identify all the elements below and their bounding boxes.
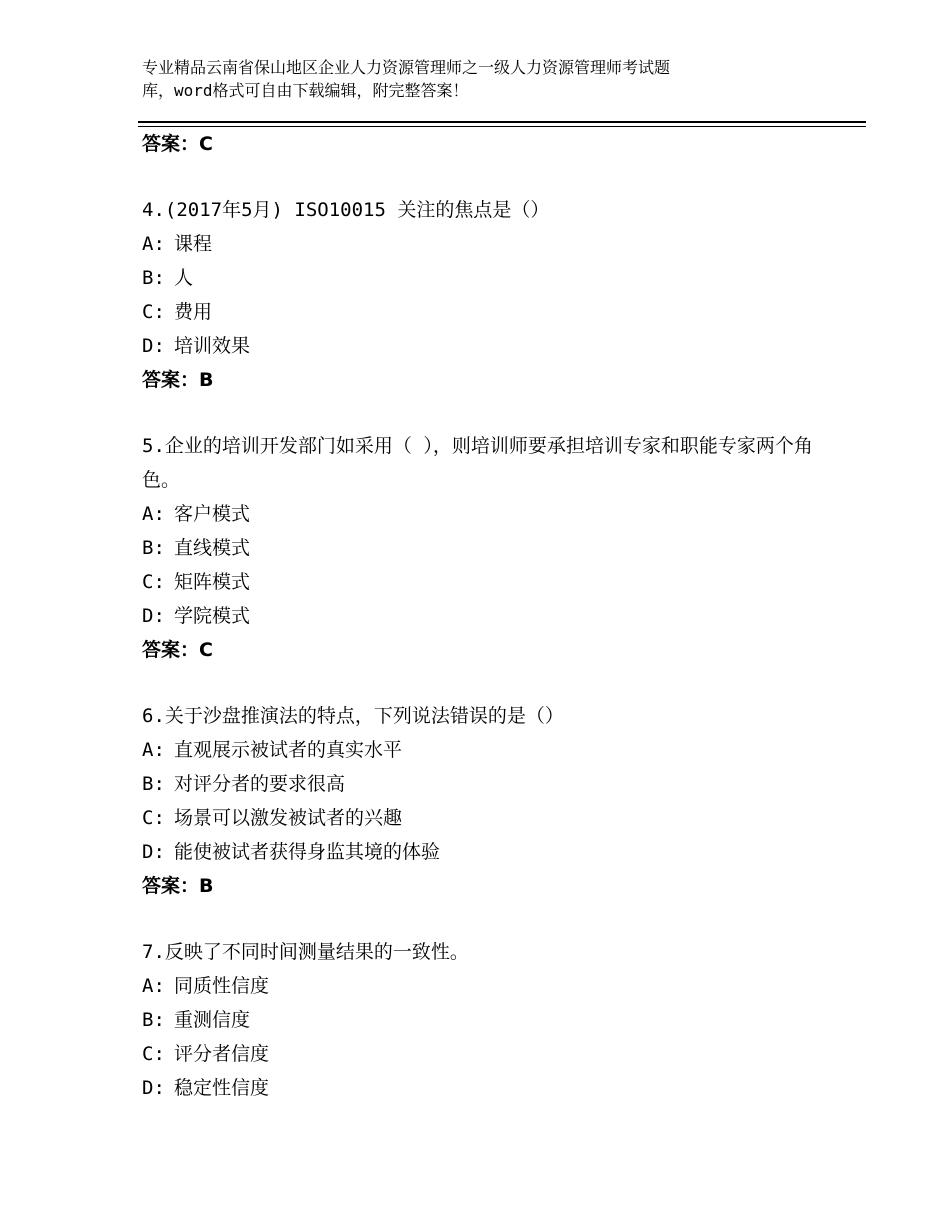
option-b	[142, 767, 842, 801]
option-text: 费用	[174, 301, 213, 323]
question-text: 7.反映了不同时间测量结果的一致性。	[142, 941, 469, 963]
option-letter: D:	[142, 1077, 165, 1099]
option-text: 场景可以激发被试者的兴趣	[174, 807, 403, 829]
option-text: 直线模式	[174, 537, 251, 559]
option-letter: A:	[142, 739, 165, 761]
option-letter: A:	[142, 503, 165, 525]
option-text: 培训效果	[174, 335, 251, 357]
option-c	[142, 1037, 842, 1071]
option-text: 能使被试者获得身监其境的体验	[174, 841, 441, 863]
option-letter: D:	[142, 841, 165, 863]
option-letter: A:	[142, 233, 165, 255]
option-text: 客户模式	[174, 503, 251, 525]
answer-label: 答案：C	[142, 133, 213, 155]
option-letter: B:	[142, 267, 165, 289]
option-c	[142, 801, 842, 835]
option-text: 矩阵模式	[174, 571, 251, 593]
answer-label: 答案：C	[142, 639, 213, 661]
question-text: 4.(2017年5月) ISO10015 关注的焦点是（）	[142, 199, 550, 221]
answer-label: 答案：B	[142, 369, 214, 391]
option-b	[142, 1003, 842, 1037]
option-letter: C:	[142, 807, 165, 829]
option-text: 学院模式	[174, 605, 251, 627]
option-a	[142, 733, 842, 767]
option-letter: A:	[142, 975, 165, 997]
option-b	[142, 261, 842, 295]
option-letter: C:	[142, 301, 165, 323]
option-letter: B:	[142, 1009, 165, 1031]
option-d	[142, 599, 842, 633]
option-c	[142, 295, 842, 329]
option-text: 评分者信度	[174, 1043, 270, 1065]
option-letter: D:	[142, 335, 165, 357]
option-letter: C:	[142, 571, 165, 593]
header-line-2: 库，word格式可自由下载编辑，附完整答案！	[142, 81, 469, 100]
question-text: 6.关于沙盘推演法的特点，下列说法错误的是（）	[142, 705, 564, 727]
option-text: 重测信度	[174, 1009, 251, 1031]
option-b	[142, 531, 842, 565]
option-text: 同质性信度	[174, 975, 270, 997]
option-text: 人	[174, 267, 194, 289]
question-text: 5.企业的培训开发部门如采用（ ），则培训师要承担培训专家和职能专家两个角色。	[142, 435, 813, 491]
document-body	[142, 126, 842, 1105]
option-text: 课程	[174, 233, 213, 255]
option-d	[142, 1071, 842, 1105]
option-letter: B:	[142, 537, 165, 559]
option-c	[142, 565, 842, 599]
option-text: 稳定性信度	[174, 1077, 270, 1099]
option-a	[142, 497, 842, 531]
option-letter: C:	[142, 1043, 165, 1065]
header-rule-thick	[138, 121, 866, 123]
question	[142, 935, 842, 1105]
option-d	[142, 329, 842, 363]
question	[142, 429, 842, 667]
header-line-1: 专业精品云南省保山地区企业人力资源管理师之一级人力资源管理师考试题	[142, 58, 671, 77]
option-d	[142, 835, 842, 869]
option-text: 对评分者的要求很高	[174, 773, 346, 795]
document-header	[142, 56, 782, 102]
option-letter: B:	[142, 773, 165, 795]
option-text: 直观展示被试者的真实水平	[174, 739, 403, 761]
question	[142, 699, 842, 903]
option-a	[142, 969, 842, 1003]
answer-label: 答案：B	[142, 875, 214, 897]
option-letter: D:	[142, 605, 165, 627]
question	[142, 193, 842, 397]
option-a	[142, 227, 842, 261]
